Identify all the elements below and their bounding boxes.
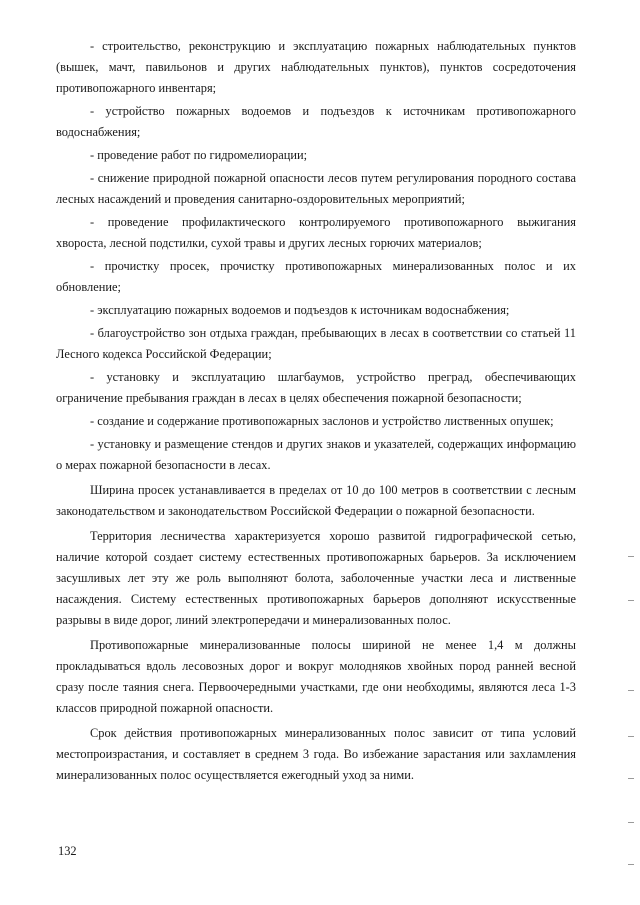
scan-edge-mark bbox=[628, 736, 634, 737]
scan-edge-mark bbox=[628, 690, 634, 691]
list-item-hydromelioration: - проведение работ по гидромелиорации; bbox=[90, 148, 308, 162]
paragraph-hydrographic-network: Территория лесничества характеризуется хорошо развитой гидрографической сетью, наличие которой создает систему естественных противопожарных барьеров. За исключением засушливых лет эту же роль выполняют болота, заболоченные участки леса и лиственные насаждения. Систему естественных противопожарных барьеров дополняют искусственные разрывы в виде дорог, линий электропередачи и минерализованных полос. bbox=[56, 529, 576, 627]
paragraph-strip-lifetime: Срок действия противопожарных минерализованных полос зависит от типа условий местопроизрастания, и составляет в среднем 3 года. Во избежание зарастания или захламления минерализованных полос осуществляется ежегодный уход за ними. bbox=[56, 726, 576, 782]
scan-edge-mark bbox=[628, 864, 634, 865]
list-item-fire-reservoirs: - устройство пожарных водоемов и подъездов к источникам противопожарного водоснабжения; bbox=[56, 104, 576, 139]
scan-edge-mark bbox=[628, 822, 634, 823]
paragraph-mineralized-strips: Противопожарные минерализованные полосы шириной не менее 1,4 м должны прокладываться вдоль лесовозных дорог и вокруг молодняков хвойных пород ранней весной сразу после таяния снега. Первоочередными участками, где они необходимы, являются леса 1-3 классов природной пожарной опасности. bbox=[56, 638, 576, 715]
list-item-barriers: - установку и эксплуатацию шлагбаумов, устройство преград, обеспечивающих ограничение пребывания граждан в лесах в целях обеспечения пожарной безопасности; bbox=[56, 370, 576, 405]
scan-edge-mark bbox=[628, 556, 634, 557]
page-number: 132 bbox=[58, 844, 77, 858]
list-item-info-stands: - установку и размещение стендов и других знаков и указателей, содержащих информацию о мерах пожарной безопасности в лесах. bbox=[56, 437, 576, 472]
list-item-fire-screens: - создание и содержание противопожарных заслонов и устройство лиственных опушек; bbox=[90, 414, 554, 428]
list-item-clearing-cleaning: - прочистку просек, прочистку противопожарных минерализованных полос и их обновление; bbox=[56, 259, 576, 294]
list-item-controlled-burning: - проведение профилактического контролируемого противопожарного выжигания хвороста, лесной подстилки, сухой травы и других лесных горючих материалов; bbox=[56, 215, 576, 250]
document-body bbox=[56, 36, 576, 788]
scan-edge-mark bbox=[628, 600, 634, 601]
list-item-observation-posts: - строительство, реконструкцию и эксплуатацию пожарных наблюдательных пунктов (вышек, мачт, павильонов и других наблюдательных пунктов), пунктов сосредоточения противопожарного инвентаря; bbox=[56, 39, 576, 95]
list-item-recreation-zones: - благоустройство зон отдыха граждан, пребывающих в лесах в соответствии со статьей 11 Лесного кодекса Российской Федерации; bbox=[56, 326, 576, 361]
paragraph-clearing-width: Ширина просек устанавливается в пределах от 10 до 100 метров в соответствии с лесным законодательством и законодательством Российской Федерации о пожарной безопасности. bbox=[56, 483, 576, 518]
list-item-fire-hazard-reduction: - снижение природной пожарной опасности лесов путем регулирования породного состава лесных насаждений и проведения санитарно-оздоровительных мероприятий; bbox=[56, 171, 576, 206]
list-item-reservoir-operation: - эксплуатацию пожарных водоемов и подъездов к источникам водоснабжения; bbox=[90, 303, 510, 317]
scan-edge-mark bbox=[628, 778, 634, 779]
